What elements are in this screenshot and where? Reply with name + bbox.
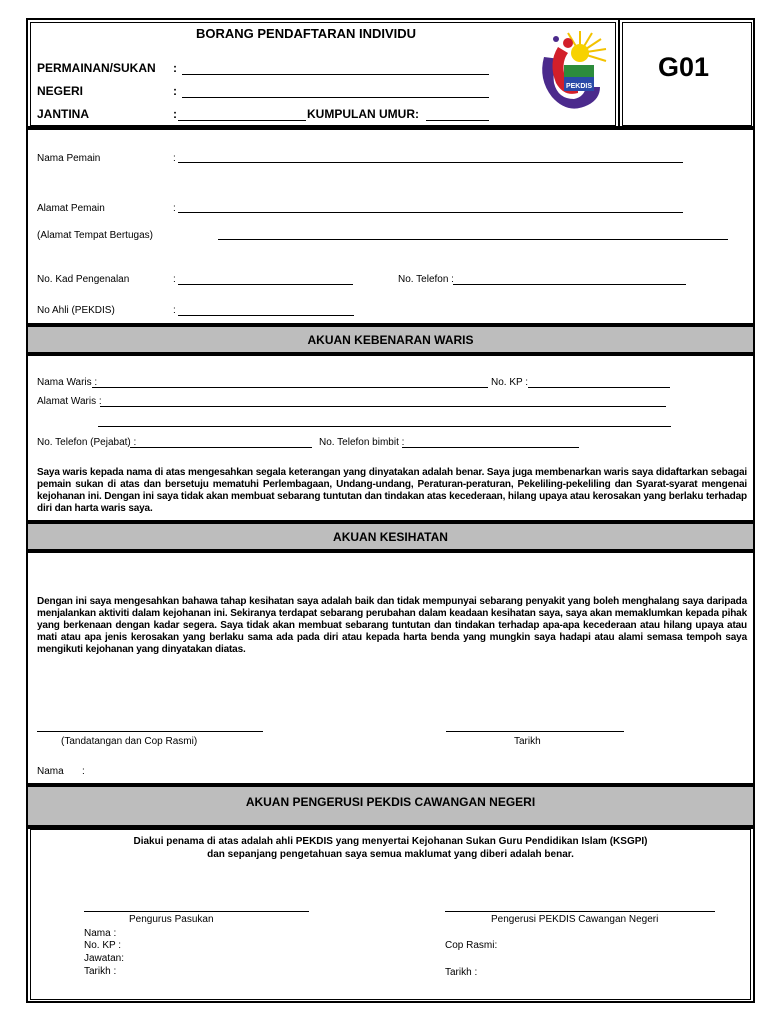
player-name-sep: : <box>173 153 176 164</box>
manager-name-label: Nama : <box>84 928 117 939</box>
field-label-state: NEGERI <box>37 84 84 98</box>
work-address-label: (Alamat Tempat Bertugas) <box>37 230 153 241</box>
guardian-name-label: Nama Waris : <box>37 377 98 388</box>
manager-kp-label: No. KP : <box>84 940 122 951</box>
chairman-heading: AKUAN PENGERUSI PEKDIS CAWANGAN NEGERI <box>26 785 755 827</box>
player-name-label: Nama Pemain <box>37 153 101 164</box>
guardian-address-line-1[interactable] <box>100 406 666 407</box>
guardian-heading: AKUAN KEBENARAN WARIS <box>26 325 755 354</box>
chairman-statement-2: dan sepanjang pengetahuan saya semua maklumat yang diberi adalah benar. <box>207 849 574 860</box>
gender-input-line[interactable] <box>178 120 306 121</box>
age-group-input-line[interactable] <box>426 120 489 121</box>
health-section <box>26 551 755 785</box>
player-name-line[interactable] <box>178 162 683 163</box>
team-manager-signature-line[interactable] <box>84 911 309 912</box>
pekdis-logo <box>534 27 608 119</box>
logo-text: PEKDIS <box>565 83 593 90</box>
player-address-label: Alamat Pemain <box>37 203 105 214</box>
manager-date-label: Tarikh : <box>84 966 117 977</box>
health-name-label: Nama <box>37 766 64 777</box>
mobile-phone-label: No. Telefon bimbit : <box>319 437 405 448</box>
mobile-phone-line[interactable] <box>402 447 579 448</box>
health-signature-line[interactable] <box>37 731 263 732</box>
chairman-statement-1: Diakui penama di atas adalah ahli PEKDIS yang menyertai Kejohanan Sukan Guru Pendidikan Islam (KSGPI) <box>133 836 648 847</box>
health-date-line[interactable] <box>446 731 624 732</box>
field-sep-state: : <box>173 84 177 98</box>
manager-position-label: Jawatan: <box>84 953 125 964</box>
chairman-date-label: Tarikh : <box>445 967 478 978</box>
field-label-sport: PERMAINAN/SUKAN <box>37 61 156 75</box>
field-sep-sport: : <box>173 61 177 75</box>
guardian-address-label: Alamat Waris : <box>37 396 102 407</box>
form-title: BORANG PENDAFTARAN INDIVIDU <box>196 26 417 41</box>
ic-number-line[interactable] <box>178 284 353 285</box>
guardian-name-line[interactable] <box>92 387 488 388</box>
age-group-label: KUMPULAN UMUR: <box>307 107 419 121</box>
office-phone-label: No. Telefon (Pejabat) : <box>37 437 137 448</box>
health-date-label: Tarikh <box>514 736 541 747</box>
health-name-sep: : <box>82 766 85 777</box>
field-label-gender: JANTINA <box>37 107 90 121</box>
player-phone-label: No. Telefon : <box>398 274 454 285</box>
health-signature-label: (Tandatangan dan Cop Rasmi) <box>61 736 198 747</box>
health-heading: AKUAN KESIHATAN <box>26 522 755 551</box>
player-section <box>26 128 755 325</box>
ic-number-label: No. Kad Pengenalan <box>37 274 130 285</box>
office-phone-line[interactable] <box>130 447 312 448</box>
header-divider <box>618 18 620 128</box>
guardian-kp-label: No. KP : <box>491 377 529 388</box>
member-number-line[interactable] <box>178 315 354 316</box>
chairman-stamp-label: Cop Rasmi: <box>445 940 498 951</box>
health-declaration: Dengan ini saya mengesahkan bahawa tahap kesihatan saya adalah baik dan tidak mempunyai sebarang penyakit yang boleh menghalang saya daripada menjalankan aktiviti dalam kejohanan ini. Sekiranya terdapat sebarang perubahan dalam keadaan kesihatan saya, saya akan memaklumkan kepada pihak yang berkenaan dengan kadar segera. Saya tidak akan membuat sebarang tuntutan dan tindakan terhadap apa-apa kecederaan atau hilang upaya atau mati atau apa jenis kerosakan yang berlaku sama ada pada diri atau kepada harta benda yang mungkin saya hadapi atau alami semasa tempoh saya mengikuti kejohanan yang dinyatakan diatas. <box>37 596 747 655</box>
member-number-sep: : <box>173 305 176 316</box>
player-phone-line[interactable] <box>453 284 686 285</box>
ic-number-sep: : <box>173 274 176 285</box>
state-input-line[interactable] <box>182 97 489 98</box>
chairman-signature-line[interactable] <box>445 911 715 912</box>
player-address-sep: : <box>173 203 176 214</box>
player-address-line[interactable] <box>178 212 683 213</box>
form-code: G01 <box>658 52 710 82</box>
guardian-address-line-2[interactable] <box>98 426 671 427</box>
member-number-label: No Ahli (PEKDIS) <box>37 305 115 316</box>
work-address-line[interactable] <box>218 239 728 240</box>
guardian-declaration: Saya waris kepada nama di atas mengesahkan segala keterangan yang dinyatakan adalah benar. Saya juga membenarkan waris saya didaftarkan sebagai pemain sukan di atas dan bersetuju mematuhi Perlembagaan, Undang-undang, Peraturan-peraturan, Pekeliling-pekeliling dan Syarat-syarat mengenai kejohanan ini. Dengan ini saya tidak akan membuat sebarang tuntutan dan tindakan atas kecederaan, hilang upaya atau kerosakan yang berlaku terhadap diri dan harta waris saya. <box>37 467 747 514</box>
chairman-title: Pengerusi PEKDIS Cawangan Negeri <box>491 914 659 925</box>
field-sep-gender: : <box>173 107 177 121</box>
team-manager-title: Pengurus Pasukan <box>129 914 214 925</box>
guardian-kp-line[interactable] <box>528 387 670 388</box>
sport-input-line[interactable] <box>182 74 489 75</box>
